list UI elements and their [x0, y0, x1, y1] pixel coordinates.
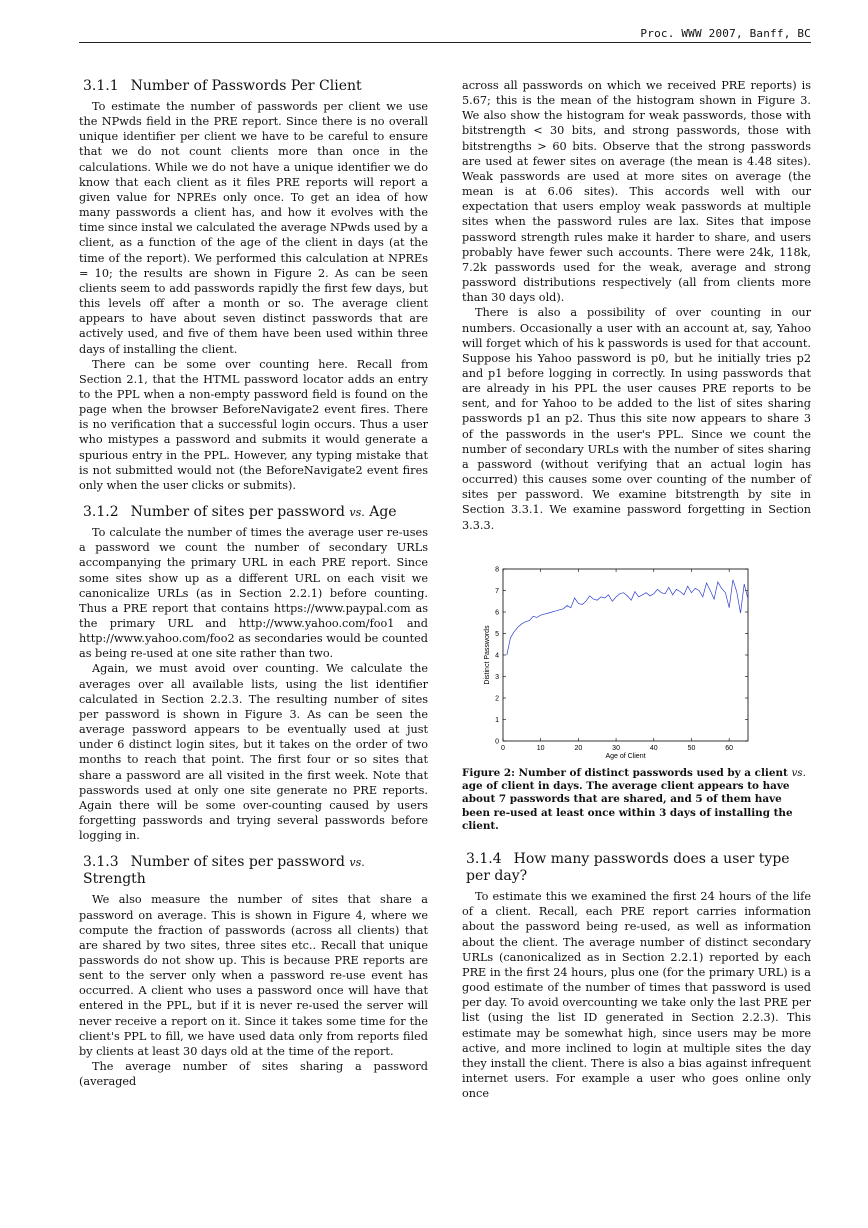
paragraph: Again, we must avoid over counting. We calculate the averages over all available lists, using the list identifier calculated in Section 2.2.3. The resulting number of sites per password is shown in Figure 3. As can be seen the average password appears to be eventually used at just under 6 distinct login sites, but it takes on the order of two months to reach that point. The first four or so sites that share a password are all visited in the first week. Note that passwords used at only one site generate no PRE reports. Again there will be some over-counting caused by users forgetting passwords and trying several passwords before logging in. [79, 662, 428, 843]
section-title-b: Strength [83, 871, 146, 888]
plot-frame [503, 569, 748, 741]
y-tick-label: 7 [495, 587, 499, 595]
y-tick-label: 2 [495, 695, 499, 703]
figure-2-caption [462, 767, 811, 833]
section-title: How many passwords does a user type per day? [466, 851, 790, 885]
paragraph: To calculate the number of times the average user re-uses a password we count the number of secondary URLs accompanying the primary URL in each PRE report. Since some sites show up as a different URL on each visit we canonicalize URLs (as in Section 2.2.1) before counting. Thus a PRE report that contains https://www.paypal.com as the primary URL and http://www.yahoo.com/foo1 and http://www.yahoo.com/foo2 as secondaries would be counted as being re-used at one site rather than two. [79, 526, 428, 661]
y-tick-label: 8 [495, 566, 499, 574]
caption-text-a: Figure 2: Number of distinct passwords used by a client [462, 766, 788, 779]
x-tick-label: 40 [649, 744, 658, 752]
header-rule [79, 42, 811, 43]
x-axis-label: Age of Client [605, 752, 646, 760]
x-tick-label: 10 [536, 744, 545, 752]
series-line [507, 579, 748, 654]
section-number: 3.1.4 [466, 851, 502, 868]
figure-2-chart [462, 561, 811, 761]
paragraph: We also measure the number of sites that share a password on average. This is shown in Figure 4, where we compute the fraction of passwords (across all clients) that are shared by two sites, three sites etc.. Recall that unique passwords do not show up. This is because PRE reports are sent to the server only when a password re-use event has occurred. A client who uses a password once will have that entered in the PPL, but if it is never re-used the server will never receive a report on it. Since it takes some time for the client's PPL to fill, we have used data only from reports filed by clients at least 30 days old at the time of the report. [79, 893, 428, 1058]
paragraph: across all passwords on which we received PRE reports) is 5.67; this is the mean of the histogram shown in Figure 3. We also show the histogram for weak passwords, those with bitstrength < 30 bits, and strong passwords, those with bitstrengths > 60 bits. Observe that the strong passwords are used at fewer sites on average (the mean is 4.48 sites). Weak passwords are used at more sites on average (the mean is at 6.06 sites). This accords well with our expectation that users employ weak passwords at multiple sites when the password rules are lax. Sites that impose password strength rules make it harder to share, and users probably have fewer such accounts. There were 24k, 118k, 7.2k passwords used for the weak, average and strong password distributions respectively (all from clients more than 30 days old). [462, 79, 811, 305]
right-column [462, 78, 811, 1101]
x-tick-label: 60 [725, 744, 734, 752]
left-column [79, 78, 428, 1089]
running-head: Proc. WWW 2007, Banff, BC [640, 27, 811, 40]
caption-vs: vs. [791, 766, 806, 779]
section-number: 3.1.2 [83, 504, 119, 521]
paragraph: To estimate the number of passwords per client we use the NPwds field in the PRE report. Since there is no overall unique identifier per client we have to be careful to ensure that we do not count clients more than once in the calculations. While we do not have a unique identifier we do know that each client as it files PRE reports will report a given value for NPREs only once. To get an idea of how many passwords a client has, and how it evolves with the time since instal we calculated the average NPwds used by a client, as a function of the age of the client in days (at the time of the report). We performed this calculation at NPREs = 10; the results are shown in Figure 2. As can be seen clients seem to add passwords rapidly the first few days, but this levels off after a month or so. The average client appears to have about seven distinct passwords that are actively used, and five of them have been used within three days of installing the client. [79, 100, 428, 356]
section-3-1-4-heading [466, 851, 811, 885]
y-tick-label: 6 [495, 609, 499, 617]
section-number: 3.1.1 [83, 78, 119, 94]
paragraph: The average number of sites sharing a password (averaged [79, 1060, 428, 1089]
x-tick-label: 20 [574, 744, 583, 752]
section-number: 3.1.3 [83, 854, 119, 871]
x-tick-label: 30 [612, 744, 620, 752]
y-tick-label: 1 [495, 716, 499, 724]
x-tick-label: 50 [687, 744, 696, 752]
x-tick-label: 0 [501, 744, 505, 752]
section-3-1-3-heading [83, 854, 428, 888]
y-tick-label: 3 [495, 673, 499, 681]
figure-2 [462, 561, 811, 761]
section-title-b: Age [369, 504, 397, 521]
y-tick-label: 4 [495, 652, 499, 660]
paragraph: There is also a possibility of over counting in our numbers. Occasionally a user with an account at, say, Yahoo will forget which of his k passwords is used for that account. Suppose his Yahoo password is p0, but he initially tries p2 and p1 before logging in correctly. In using passwords that are already in his PPL the user causes PRE reports to be sent, and for Yahoo to be added to the list of sites sharing passwords p1 an p2. Thus this site now appears to share 3 of the passwords in the user's PPL. Since we count the number of secondary URLs with the number of sites sharing a password (without verifying that an actual login has occurred) this causes some over counting of the number of sites per password. We examine bitstrength by site in Section 3.3.1. We examine password forgetting in Section 3.3.3. [462, 306, 811, 532]
section-3-1-1-heading [83, 78, 428, 95]
y-tick-label: 5 [495, 630, 499, 638]
section-title: Number of Passwords Per Client [130, 78, 362, 94]
caption-text-b: age of client in days. The average client appears to have about 7 passwords that are shared, and 5 of them have been re-used at least once within 3 days of installing the client. [462, 779, 793, 832]
section-title-vs: vs. [349, 856, 365, 870]
y-tick-label: 0 [495, 738, 499, 746]
paragraph: There can be some over counting here. Recall from Section 2.1, that the HTML password locator adds an entry to the PPL when a non-empty password field is found on the page when the browser BeforeNavigate2 event fires. There is no verification that a successful login occurs. Thus a user who mistypes a password and submits it would generate a spurious entry in the PPL. However, any typing mistake that is not submitted would not (the BeforeNavigate2 event fires only when the user clicks or submits). [79, 357, 428, 492]
section-title-a: Number of sites per password [130, 504, 345, 521]
section-title-vs: vs. [349, 506, 365, 520]
section-title-a: Number of sites per password [130, 854, 345, 871]
paragraph: To estimate this we examined the first 24 hours of the life of a client. Recall, each PRE report carries information about the password being re-used, as well as information about the client. The average number of distinct secondary URLs (canonicalized as in Section 2.2.1) reported by each PRE in the first 24 hours, plus one (for the primary URL) is a good estimate of the number of times that password is used per day. To avoid overcounting we take only the last PRE per list (using the list ID generated in Section 2.2.3). This estimate may be somewhat high, since users may be more active, and more inclined to login at multiple sites the day they install the client. There is also a bias against infrequent internet users. For example a user who goes online only once [462, 890, 811, 1101]
section-3-1-2-heading [83, 504, 428, 521]
y-axis-label: Distinct Passwords [484, 625, 491, 685]
